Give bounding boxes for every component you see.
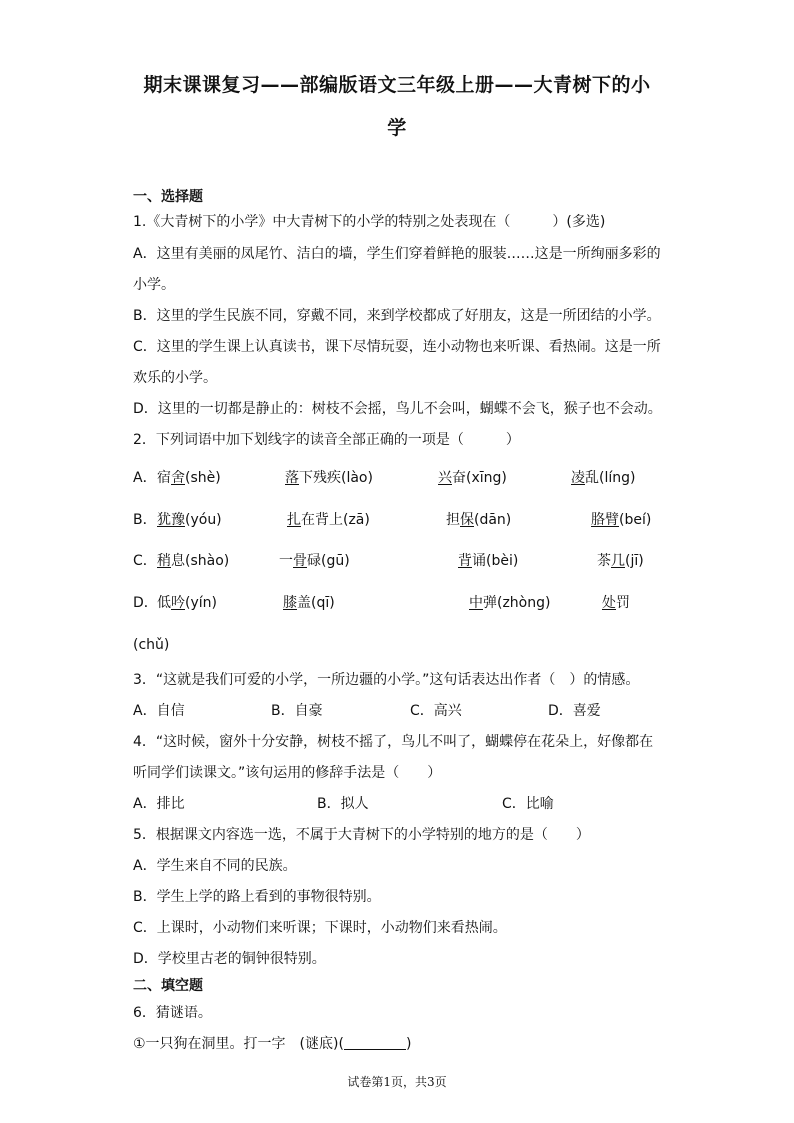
q2-stem: 2．下列词语中加下划线字的读音全部正确的一项是（ ） [133, 432, 520, 448]
q4-option-c: C．比喻 [502, 796, 554, 812]
q2-c-item: 背诵(bèi) [458, 553, 519, 569]
page-title-line1: 期末课课复习——部编版语文三年级上册——大青树下的小 [143, 74, 651, 96]
section-heading-choice: 一、选择题 [133, 189, 203, 205]
q2-c-item: 稍息(shào) [157, 553, 230, 569]
q5-option-c: C．上课时，小动物们来听课；下课时，小动物们来看热闹。 [133, 920, 507, 936]
q2-c-item: 一骨碌(gū) [279, 553, 350, 569]
q2-option-a-label: A． [133, 470, 157, 486]
page-title-line2: 学 [387, 117, 407, 139]
q1-option-b: B．这里的学生民族不同，穿戴不同，来到学校都成了好朋友，这是一所团结的小学。 [133, 308, 661, 324]
q2-b-item: 担保(dān) [446, 512, 512, 528]
q4-option-b: B．拟人 [317, 796, 369, 812]
q5-option-b: B．学生上学的路上看到的事物很特别。 [133, 889, 381, 905]
q2-a-item: 落下残疾(lào) [285, 470, 373, 486]
q2-a-item: 宿舍(shè) [157, 470, 221, 486]
q3-option-c: C．高兴 [410, 703, 462, 719]
q1-option-a-line2: 小学。 [133, 277, 175, 293]
q2-d-item-tail: (chǔ) [133, 637, 170, 653]
q4-stem-line2: 听同学们读课文。”该句运用的修辞手法是（ ） [133, 765, 442, 781]
q5-stem: 5．根据课文内容选一选，不属于大青树下的小学特别的地方的是（ ） [133, 827, 590, 843]
q1-stem: 1.《大青树下的小学》中大青树下的小学的特别之处表现在（ ）(多选) [133, 214, 606, 230]
q1-option-c-line1: C．这里的学生课上认真读书，课下尽情玩耍，连小动物也来听课、看热闹。这是一所 [133, 339, 661, 355]
q2-d-item: 低吟(yín) [157, 595, 217, 611]
q6-stem: 6．猜谜语。 [133, 1005, 212, 1021]
q2-option-d-label: D． [133, 595, 158, 611]
q4-option-a: A．排比 [133, 796, 185, 812]
page-footer: 试卷第1页，共3页 [347, 1075, 447, 1089]
q3-option-b: B．自豪 [271, 703, 323, 719]
q2-d-item: 膝盖(qī) [283, 595, 335, 611]
q2-d-item: 中弹(zhòng) [469, 595, 551, 611]
q6-answer-blank[interactable] [344, 1035, 406, 1050]
q2-b-item: 扎在背上(zā) [287, 512, 370, 528]
q3-option-d: D．喜爱 [548, 703, 601, 719]
q2-d-item: 处罚 [602, 595, 630, 611]
q4-stem-line1: 4．“这时候，窗外十分安静，树枝不摇了，鸟儿不叫了，蝴蝶停在花朵上，好像都在 [133, 734, 654, 750]
q2-b-item: 犹豫(yóu) [157, 512, 222, 528]
q3-option-a: A．自信 [133, 703, 185, 719]
q3-stem: 3．“这就是我们可爱的小学，一所边疆的小学。”这句话表达出作者（ ）的情感。 [133, 672, 640, 688]
q2-c-item: 茶几(jī) [597, 553, 644, 569]
q2-a-item: 凌乱(líng) [571, 470, 636, 486]
q1-option-d: D．这里的一切都是静止的：树枝不会摇，鸟儿不会叫，蝴蝶不会飞，猴子也不会动。 [133, 401, 662, 417]
section-heading-fill: 二、填空题 [133, 978, 203, 994]
q2-option-b-label: B． [133, 512, 157, 528]
q5-option-a: A．学生来自不同的民族。 [133, 858, 297, 874]
q1-option-a-line1: A．这里有美丽的凤尾竹、洁白的墙，学生们穿着鲜艳的服装……这是一所绚丽多彩的 [133, 246, 661, 262]
q2-a-item: 兴奋(xīng) [438, 470, 507, 486]
q2-b-item: 胳臂(beí) [591, 512, 652, 528]
q5-option-d: D．学校里古老的铜钟很特别。 [133, 951, 326, 967]
q2-option-c-label: C． [133, 553, 157, 569]
q6-item1: ①一只狗在洞里。打一字 (谜底)( ) [133, 1036, 412, 1052]
q1-option-c-line2: 欢乐的小学。 [133, 370, 217, 386]
